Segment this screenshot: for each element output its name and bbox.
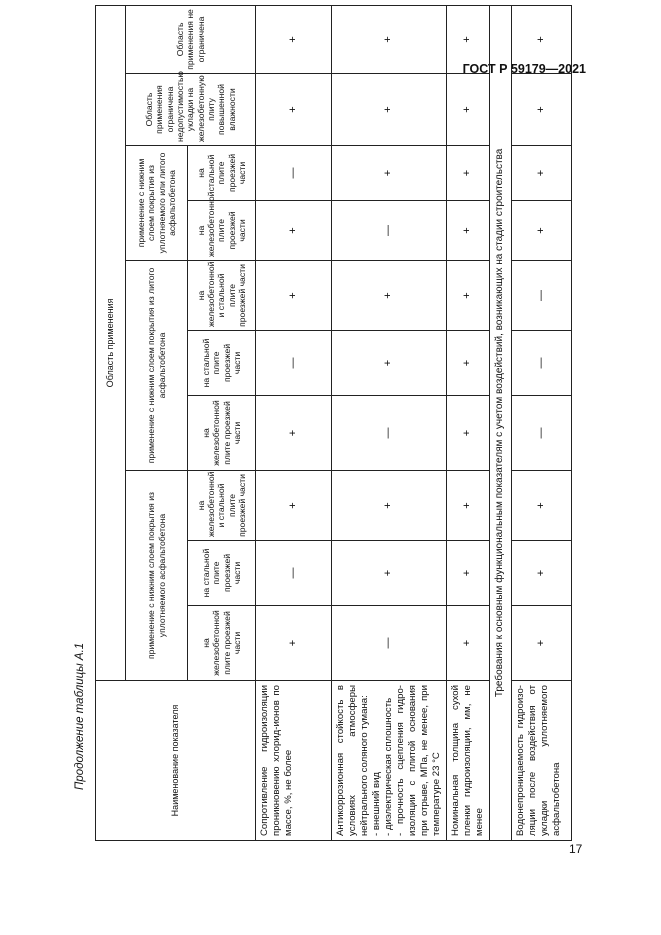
row-name: Номинальная толщина сухой пленки гидроизоляции, мм, не менее [446, 681, 489, 841]
table-header-row-1 [96, 5, 126, 840]
mark-cell: + [446, 541, 489, 606]
subcolumn-header: на стальной плите проезжей части [188, 541, 256, 606]
mark-cell: — [256, 541, 332, 606]
mark-cell: + [446, 471, 489, 541]
mark-cell: + [446, 396, 489, 471]
subcolumn-header: на железобетонной плите проезжей части [188, 606, 256, 681]
area-header: Область применения [96, 5, 126, 680]
mark-cell: + [332, 74, 447, 146]
mark-cell: + [332, 471, 447, 541]
mark-cell: + [256, 471, 332, 541]
mark-cell: + [446, 146, 489, 201]
group-header: применение с нижним слоем покрытия из уплотняемого асфальтобетона [126, 471, 188, 681]
document-code: ГОСТ Р 59179—2021 [462, 62, 586, 76]
mark-cell: + [256, 606, 332, 681]
subcolumn-header: на железобетонной и стальной плите проезжей части [188, 471, 256, 541]
mark-cell: — [511, 331, 571, 396]
table-row [332, 5, 447, 840]
requirements-table [95, 5, 572, 841]
mark-cell: + [256, 396, 332, 471]
mark-cell: + [446, 5, 489, 73]
mark-cell: + [511, 471, 571, 541]
table-row [446, 5, 489, 840]
restricted-area-header: Область применения ограничена недопустимостью укладки на железобетонную плиту повышенной влажности [126, 74, 256, 146]
mark-cell: + [446, 261, 489, 331]
mark-cell: + [446, 201, 489, 261]
mark-cell: + [511, 146, 571, 201]
group-header: применение с нижним слоем покрытия из уплотняемого или литого асфальтобетона [126, 146, 188, 261]
mark-cell: + [332, 331, 447, 396]
mark-cell: + [446, 331, 489, 396]
mark-cell: — [256, 331, 332, 396]
mark-cell: — [332, 606, 447, 681]
mark-cell: + [256, 74, 332, 146]
page-number: 17 [569, 842, 583, 856]
mark-cell: + [511, 201, 571, 261]
mark-cell: + [332, 146, 447, 201]
row-name: Антикоррозионная стойкость в условиях атмосферы нейтрального соляного тумана: - внешний вид - диэлектрическая сплошность - прочность сцепления гидро-изоляции с плитой основания при отрыве, МПа, не менее, при температуре 23 °С [332, 681, 447, 841]
section-row [489, 5, 511, 840]
mark-cell: + [332, 5, 447, 73]
subcolumn-header: на железобетонной и стальной плите проезжей части [188, 261, 256, 331]
mark-cell: + [511, 541, 571, 606]
mark-cell: + [256, 261, 332, 331]
row-name: Сопротивление гидроизоляции проникновению хлорид-ионов по массе, %, не более [256, 681, 332, 841]
mark-cell: + [446, 606, 489, 681]
mark-cell: + [511, 606, 571, 681]
subcolumn-header: на железобетонной плите проезжей части [188, 396, 256, 471]
mark-cell: + [256, 201, 332, 261]
table-row [511, 5, 571, 840]
mark-cell: — [256, 146, 332, 201]
mark-cell: — [511, 261, 571, 331]
table-caption: Продолжение таблицы А.1 [74, 642, 86, 790]
mark-cell: + [511, 5, 571, 73]
name-column-header: Наименование показателя [96, 681, 256, 841]
subcolumn-header: на стальной плите проезжей части [188, 331, 256, 396]
unrestricted-area-header: Область применения не ограничена [126, 5, 256, 73]
mark-cell: — [511, 396, 571, 471]
mark-cell: + [332, 541, 447, 606]
mark-cell: + [256, 5, 332, 73]
mark-cell: + [446, 74, 489, 146]
subcolumn-header: на стальной плите проезжей части [188, 146, 256, 201]
mark-cell: — [332, 201, 447, 261]
group-header: применение с нижним слоем покрытия из литого асфальтобетона [126, 261, 188, 471]
table-row [256, 5, 332, 840]
mark-cell: — [332, 396, 447, 471]
mark-cell: + [332, 261, 447, 331]
row-name: Водонепроницаемость гидроизо-ляции после воздействия от укладки уплотняемого асфальтобетона [511, 681, 571, 841]
section-title: Требования к основным функциональным показателям с учетом воздействий, возникающих на стадии строительства [489, 5, 511, 840]
subcolumn-header: на железобетонной плите проезжей части [188, 201, 256, 261]
mark-cell: + [511, 74, 571, 146]
